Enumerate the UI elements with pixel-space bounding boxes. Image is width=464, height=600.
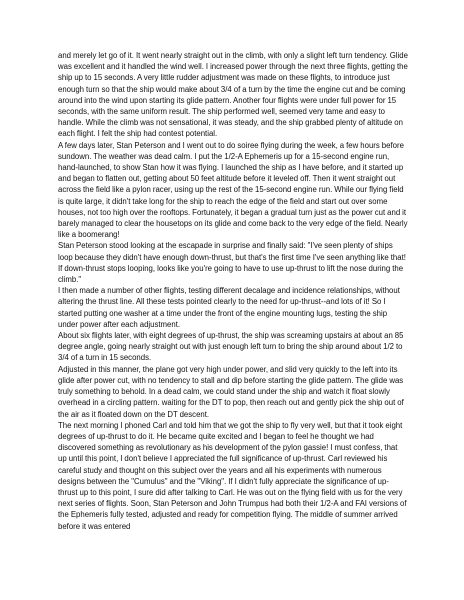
paragraph-6: Adjusted in this manner, the plane got very high under power, and slid very quickly to the left into its glide after power cut, with no tendency to stall and dip before starting the glide pattern. The glide was truly something to behold. In a dead calm, we could stand under the ship and watch it float slowly overhead in a circling pattern. waiting for the DT to pop, then reach out and gently pick the ship out of the air as it floated down on the DT descent. [58,364,404,419]
paragraph-4: I then made a number of other flights, testing different decalage and incidence relationships, without altering the thrust line. All these tests pointed clearly to the need for up-thrust--and lots of it! So I started putting one washer at a time under the front of the engine mounting lugs, testing the ship under power after each adjustment. [58,286,400,329]
paragraph-1: and merely let go of it. It went nearly straight out in the climb, with only a slight left turn tendency. Glide was excellent and it handled the wind well. I increased power through the next three flights, getting the ship up to 15 seconds. A very little rudder adjustment was made on these flights, to introduce just enough turn so that the ship would make about 3/4 of a turn by the time the engine cut and be coming around into the wind upon starting its glide pattern. Another four flights were under full power for 15 seconds, with the same uniform result. The ship performed well, seemed very tame and easy to handle. While the climb was not sensational, it was steady, and the ship grabbed plenty of altitude on each flight. I felt the ship had contest potential. [58,51,408,139]
paragraph-5: About six flights later, with eight degrees of up-thrust, the ship was screaming upstairs at about an 85 degree angle, going nearly straight out with just enough left turn to bring the ship around about 1/2 to 3/4 of a turn in 15 seconds. [58,331,404,363]
paragraph-7: The next morning I phoned Carl and told him that we got the ship to fly very well, but that it took eight degrees of up-thrust to do it. He became quite excited and I began to feel he thought we had discovered something as revolutionary as his development of the pylon gassie! I must confess, that up until this point, I don't believe I appreciated the full significance of up-thrust. Carl reviewed his careful study and thought on this subject over the years and all his experiments with numerous designs between the "Cumulus" and the "Viking". If I didn't fully appreciate the significance of up-thrust up to this point, I sure did after talking to Carl. He was out on the flying field with us for the very next series of flights. Soon, Stan Peterson and John Trumpus had both their 1/2-A and FAI versions of the Ephemeris fully tested, adjusted and ready for competition flying. The middle of summer arrived before it was entered [58,420,407,531]
paragraph-3: Stan Peterson stood looking at the escapade in surprise and finally said: "I've seen plenty of ships loop because they didn't have enough down-thrust, but that's the first time I've seen anything like that! If down-thrust stops looping, looks like you're going to have to use up-thrust to lift the nose during the climb." [58,241,406,285]
paragraph-2: A few days later, Stan Peterson and I went out to do soiree flying during the week, a few hours before sundown. The weather was dead calm. I put the 1/2-A Ephemeris up for a 15-second engine run, hand-launched, to show Stan how it was flying. I launched the ship as I have before, and it started up and began to flatten out, getting about 50 feet altitude before it leveled off. Then it went straight out across the field like a pylon racer, using up the rest of the 15-second engine run. While our flying field is quite large, it didn't take long for the ship to reach the edge of the field and start out over some houses, not too high over the rooftops. Fortunately, it began a gradual turn just as the power cut and it barely managed to clear the housetops on its glide and come back to the very edge of the field. Nearly like a boomerang! [58,140,408,240]
